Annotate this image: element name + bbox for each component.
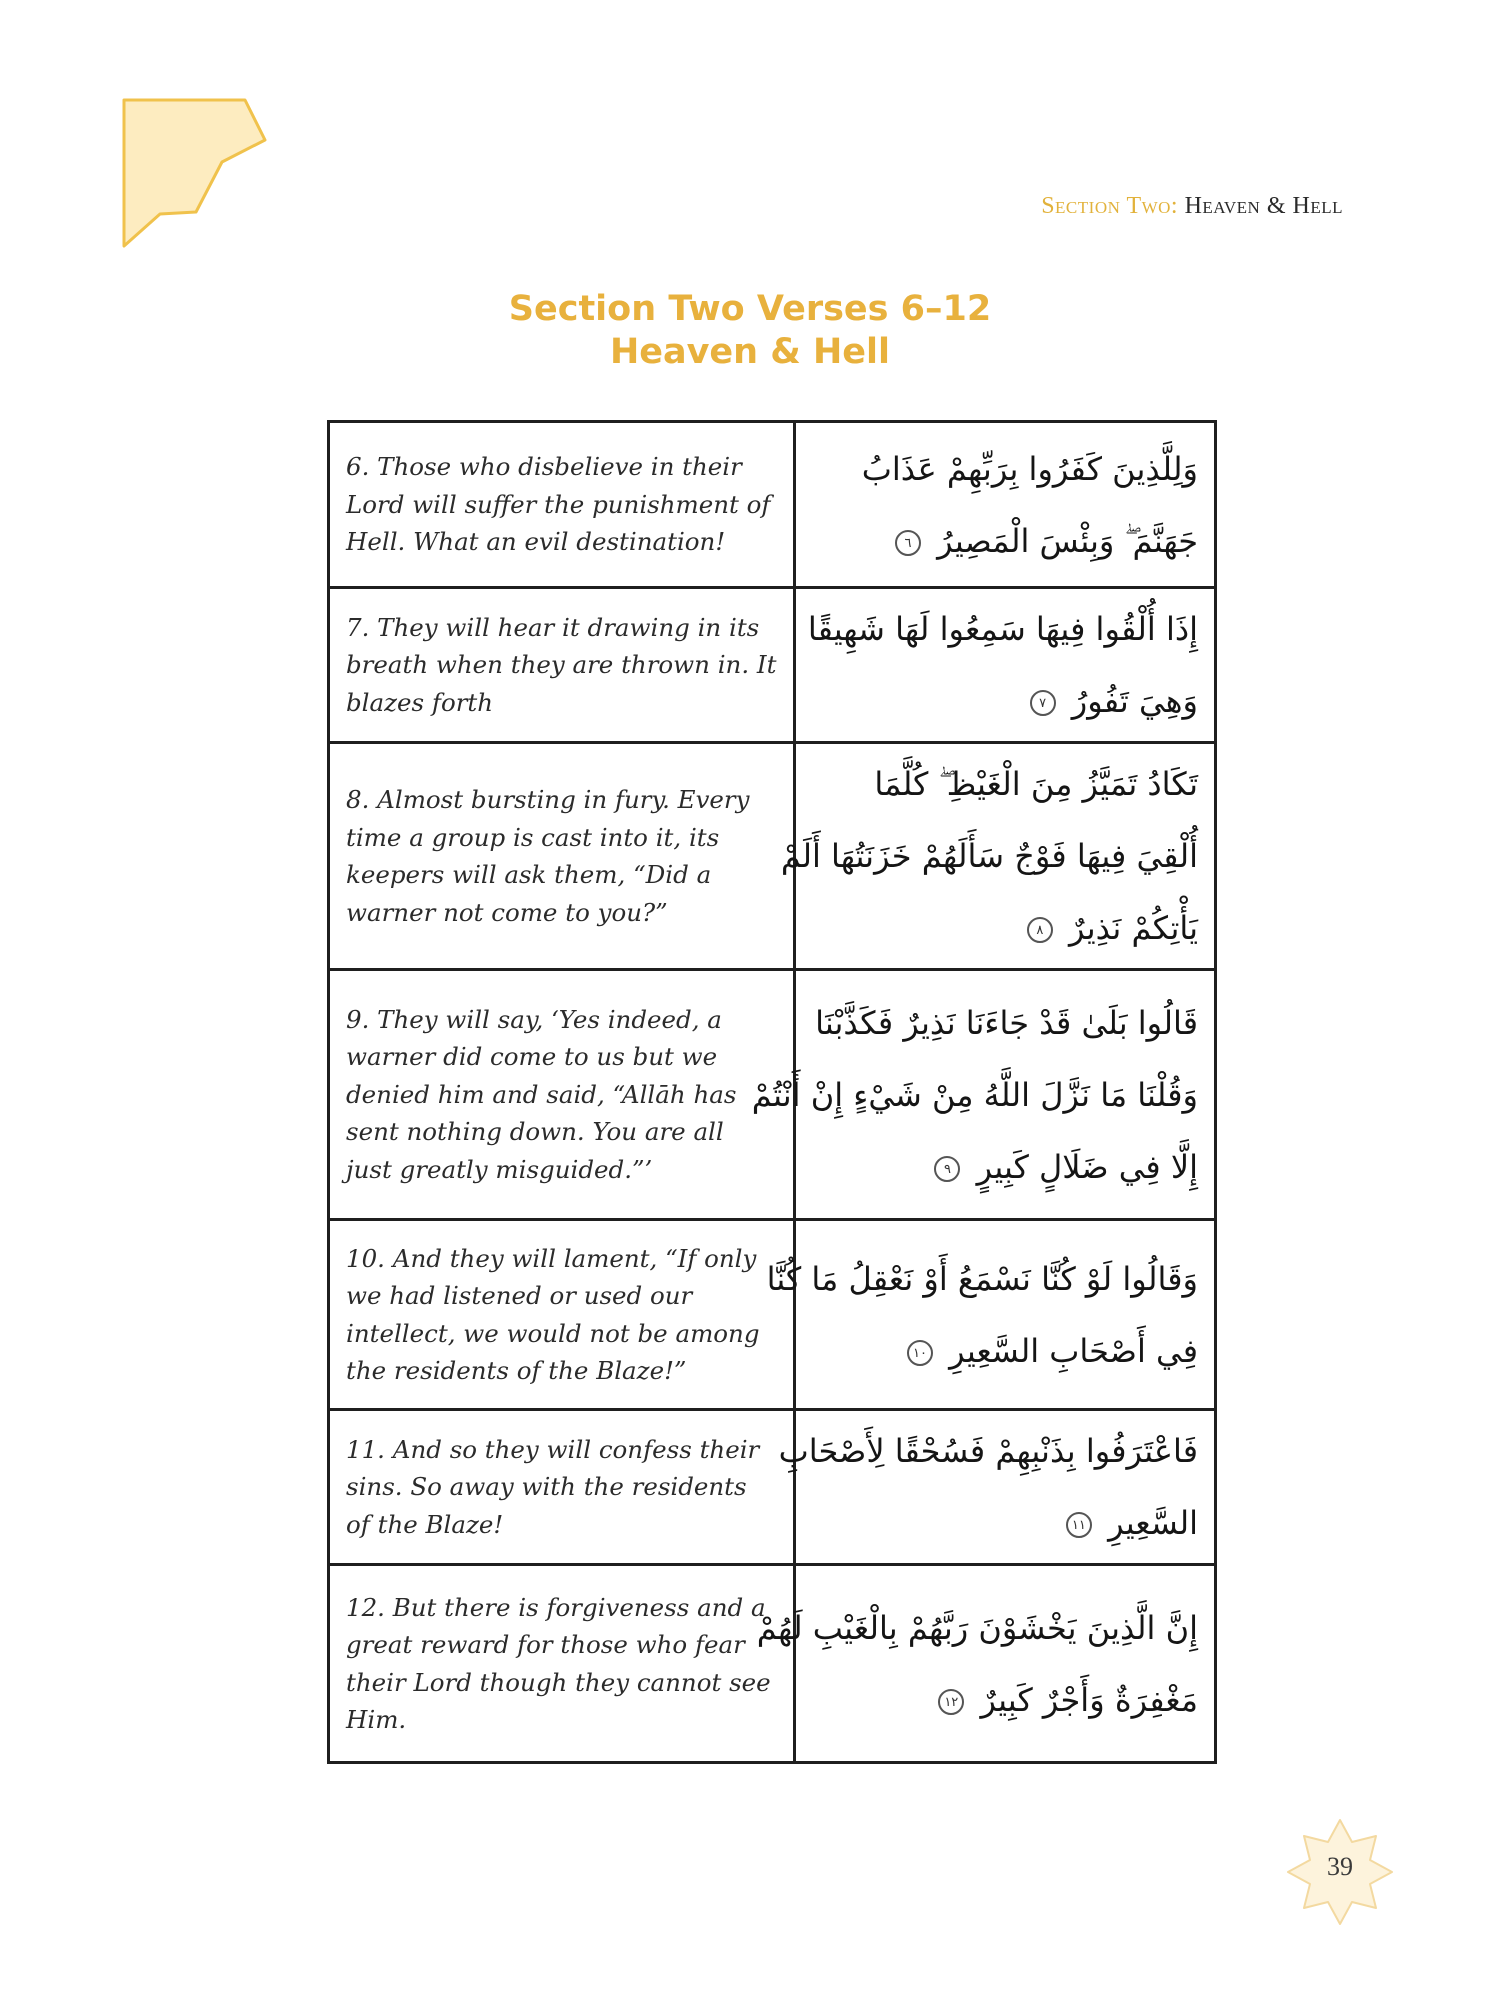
verse-row <box>329 422 1216 588</box>
arabic-line-text: وَهِيَ تَفُورُ <box>1071 682 1198 720</box>
verse-number-marker: ٨ <box>1027 917 1053 943</box>
verse-row <box>329 970 1216 1220</box>
arabic-line: وَلِلَّذِينَ كَفَرُوا بِرَبِّهِمْ عَذَابُ <box>861 449 1198 488</box>
page-number: 39 <box>1327 1852 1353 1881</box>
running-head-section: Section Two: <box>1041 193 1179 219</box>
verse-table <box>327 420 1217 1764</box>
verse-arabic <box>778 1410 1216 1565</box>
verse-row <box>329 1410 1216 1565</box>
arabic-line: أُلْقِيَ فِيهَا فَوْجٌ سَأَلَهُمْ خَزَنَتُهَا أَلَمْ <box>780 837 1198 875</box>
verse-row <box>329 588 1216 743</box>
arabic-line: وَقُلْنَا مَا نَزَّلَ اللَّهُ مِنْ شَيْءٍ إِنْ أَنْتُمْ <box>751 1075 1198 1114</box>
corner-decoration <box>0 0 270 250</box>
arabic-line-text: السَّعِيرِ <box>1108 1504 1198 1542</box>
verse-arabic <box>795 422 1216 588</box>
verse-number-marker: ٧ <box>1030 690 1056 716</box>
verse-number-marker: ١٢ <box>938 1689 964 1715</box>
arabic-line: إِذَا أُلْقُوا فِيهَا سَمِعُوا لَهَا شَهِيقًا <box>807 610 1198 648</box>
page-title <box>0 288 1500 374</box>
running-head-topic: Heaven & Hell <box>1184 193 1343 219</box>
arabic-line: فَاعْتَرَفُوا بِذَنْبِهِمْ فَسُحْقًا لِأَصْحَابِ <box>778 1432 1198 1470</box>
arabic-line-text: إِلَّا فِي ضَلَالٍ كَبِيرٍ <box>976 1147 1198 1186</box>
arabic-line-text: فِي أَصْحَابِ السَّعِيرِ <box>949 1331 1198 1370</box>
verse-number-marker: ١١ <box>1066 1512 1092 1538</box>
verse-number-marker: ١٠ <box>907 1340 933 1366</box>
verse-english: 11. And so they will confess their sins. So away with the residents of the Blaze! <box>329 1410 795 1565</box>
arabic-line: وَقَالُوا لَوْ كُنَّا نَسْمَعُ أَوْ نَعْقِلُ مَا كُنَّا <box>766 1259 1198 1298</box>
verse-english: 6. Those who disbelieve in their Lord will suffer the punishment of Hell. What an evil destination! <box>329 422 795 588</box>
title-line-1: Section Two Verses 6–12 <box>508 289 992 329</box>
arabic-line <box>808 892 1198 964</box>
arabic-line <box>808 1664 1198 1736</box>
verse-arabic <box>756 1565 1216 1763</box>
arabic-line <box>808 1315 1198 1387</box>
arabic-line: إِنَّ الَّذِينَ يَخْشَوْنَ رَبَّهُمْ بِالْغَيْبِ لَهُمْ <box>756 1608 1198 1647</box>
arabic-line <box>808 505 1198 577</box>
arabic-line-text: جَهَنَّمَ ۖ وَبِئْسَ الْمَصِيرُ <box>937 521 1198 560</box>
verse-english: 7. They will hear it drawing in its breath when they are thrown in. It blazes forth <box>329 588 795 743</box>
arabic-line <box>808 1487 1198 1559</box>
verse-english: 9. They will say, ‘Yes indeed, a warner did come to us but we denied him and said, “Allāh has sent nothing down. You are all just greatly misguided.”’ <box>329 970 795 1220</box>
running-head <box>1041 193 1343 220</box>
title-line-2: Heaven & Hell <box>609 332 891 372</box>
verse-english: 8. Almost bursting in fury. Every time a group is cast into it, its keepers will ask them, “Did a warner not come to you?” <box>329 743 795 970</box>
verse-row <box>329 743 1216 970</box>
verse-arabic <box>751 970 1216 1220</box>
verse-number-marker: ٦ <box>895 530 921 556</box>
verse-english: 10. And they will lament, “If only we had listened or used our intellect, we would not be among the residents of the Blaze!” <box>329 1220 795 1410</box>
verse-english: 12. But there is forgiveness and a great reward for those who fear their Lord though they cannot see Him. <box>329 1565 795 1763</box>
arabic-line <box>808 665 1198 737</box>
verse-number-marker: ٩ <box>934 1156 960 1182</box>
verse-row <box>329 1220 1216 1410</box>
verse-arabic <box>766 1220 1216 1410</box>
verse-row <box>329 1565 1216 1763</box>
arabic-line: قَالُوا بَلَىٰ قَدْ جَاءَنَا نَذِيرٌ فَكَذَّبْنَا <box>815 1003 1198 1042</box>
verse-arabic <box>795 588 1216 743</box>
arabic-line-text: يَأْتِكُمْ نَذِيرٌ <box>1069 909 1198 947</box>
arabic-line: تَكَادُ تَمَيَّزُ مِنَ الْغَيْظِ ۖ كُلَّمَا <box>874 765 1198 803</box>
arabic-line-text: مَغْفِرَةٌ وَأَجْرٌ كَبِيرٌ <box>980 1680 1198 1719</box>
arabic-line <box>808 1131 1198 1203</box>
verse-arabic <box>780 743 1216 970</box>
